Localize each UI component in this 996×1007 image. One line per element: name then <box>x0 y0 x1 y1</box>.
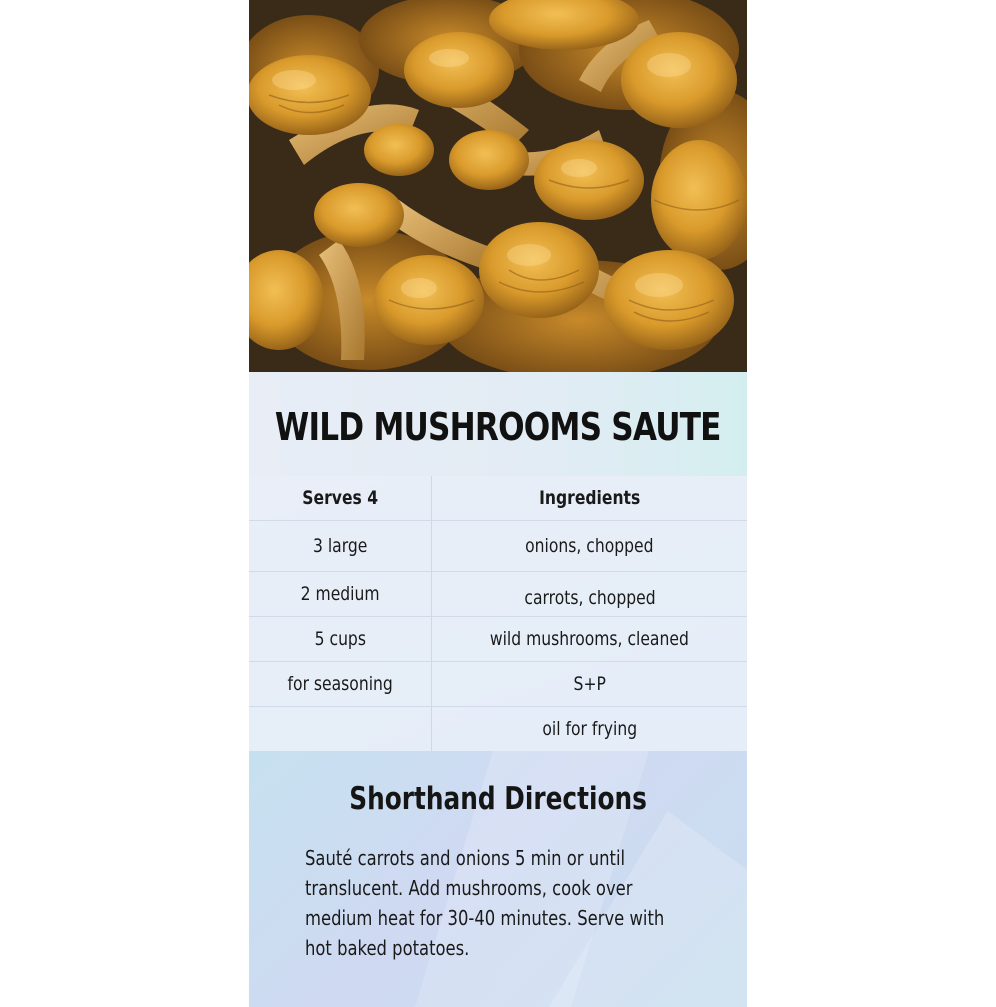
title-band <box>249 372 747 476</box>
directions-text: Sauté carrots and onions 5 min or until translucent. Add mushrooms, cook over medium heat for 30-40 minutes. Serve with hot baked potatoes. <box>305 846 665 960</box>
table-row <box>249 521 747 572</box>
mushroom-photo <box>249 0 747 372</box>
table-header-row <box>249 476 747 521</box>
ingredient-cell: S+P <box>573 673 606 695</box>
ingredient-cell: wild mushrooms, cleaned <box>489 628 689 650</box>
amount-cell <box>249 707 432 751</box>
amount-cell: 3 large <box>249 521 432 571</box>
table-row <box>249 617 747 662</box>
amount-cell: for seasoning <box>249 662 432 706</box>
table-row <box>249 662 747 707</box>
ingredients-header: Ingredients <box>538 487 641 509</box>
ingredients-table <box>249 476 747 751</box>
amount-cell: 5 cups <box>249 617 432 661</box>
amount-cell: 2 medium <box>249 572 432 616</box>
table-row <box>249 707 747 751</box>
recipe-card <box>249 0 747 1007</box>
ingredient-cell: oil for frying <box>542 718 637 740</box>
directions-title: Shorthand Directions <box>349 781 647 817</box>
ingredient-cell: onions, chopped <box>525 535 654 557</box>
ingredient-cell: carrots, chopped <box>523 587 656 609</box>
recipe-title: WILD MUSHROOMS SAUTE <box>275 405 721 449</box>
directions-section <box>249 751 747 1007</box>
table-row <box>249 572 747 617</box>
serves-header: Serves 4 <box>249 476 432 520</box>
mushroom-illustration <box>249 0 747 372</box>
